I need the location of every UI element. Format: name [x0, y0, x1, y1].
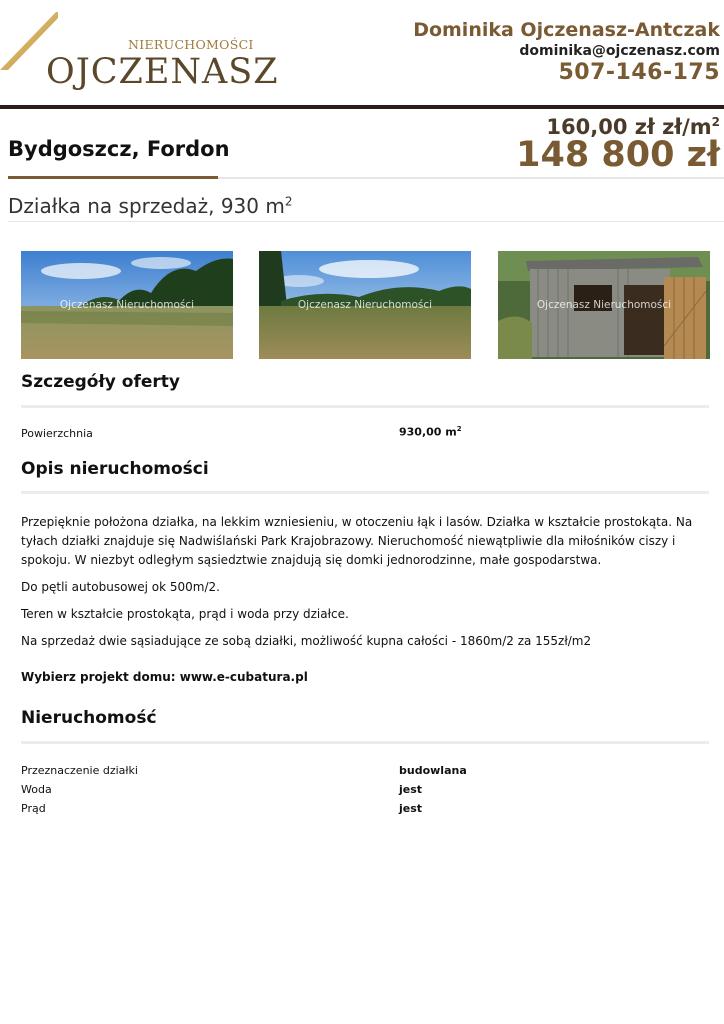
photo-watermark: Ojczenasz Nieruchomości: [297, 299, 433, 311]
property-divider: [21, 741, 709, 744]
description-paragraph: Przepięknie położona działka, na lekkim wzniesieniu, w otoczeniu łąk i lasów. Działka w kształcie prostokąta. Na tyłach działki znajduje się Nadwiślański Park Krajobrazowy. Nieruchomość niewątpliwie dla miłośników ciszy i spokoju. W niezbyt odległym sąsiedztwie znajdują się domki jednorodzinne, małe gospodarstwa.: [21, 515, 693, 567]
description-paragraph: Teren w kształcie prostokąta, prąd i woda przy działce.: [21, 607, 349, 621]
property-value-water: jest: [399, 783, 423, 796]
listing-photo-field[interactable]: [259, 251, 471, 359]
description-paragraph: Do pętli autobusowej ok 500m/2.: [21, 580, 220, 594]
detail-label-area: Powierzchnia: [21, 427, 93, 440]
agent-contact: [413, 18, 720, 86]
header-divider: [0, 105, 724, 109]
grey-underline: [218, 177, 724, 179]
listing-price: 148 800 zł: [516, 135, 720, 175]
listing-location: Bydgoszcz, Fordon: [8, 137, 230, 161]
property-label-plot-purpose: Przeznaczenie działki: [21, 764, 138, 777]
logo-subtitle: NIERUCHOMOŚCI: [128, 37, 254, 52]
description-body: [21, 513, 711, 659]
property-heading: Nieruchomość: [21, 708, 157, 728]
listing-photo-shed[interactable]: [498, 251, 710, 359]
house-design-link[interactable]: Wybierz projekt domu: www.e-cubatura.pl: [21, 670, 308, 684]
title-divider: [8, 221, 724, 222]
property-value-electricity: jest: [399, 802, 423, 815]
agent-phone[interactable]: 507-146-175: [558, 60, 720, 85]
listing-title: Działka na sprzedaż, 930 $m^2$: [8, 194, 293, 218]
property-value-plot-purpose: budowlana: [399, 764, 467, 777]
logo-title: OJCZENASZ: [46, 52, 279, 92]
property-label-electricity: Prąd: [21, 802, 46, 815]
photo-watermark: Ojczenasz Nieruchomości: [536, 299, 672, 311]
agency-logo: [0, 10, 279, 95]
description-heading: Opis nieruchomości: [21, 459, 209, 479]
listing-photo-meadow[interactable]: [21, 251, 233, 359]
photo-watermark: Ojczenasz Nieruchomości: [59, 299, 195, 311]
agent-name: Dominika Ojczenasz-Antczak: [413, 19, 720, 41]
description-divider: [21, 491, 709, 494]
detail-value-area: 930,00 $m^2$: [399, 425, 462, 439]
description-paragraph: Na sprzedaż dwie sąsiadujące ze sobą działki, możliwość kupna całości - 1860m/2 za 155zł/m2: [21, 634, 592, 648]
accent-underline: [8, 176, 218, 179]
details-divider: [21, 405, 709, 408]
property-label-water: Woda: [21, 783, 52, 796]
price-per-m2: 160,00 zł $zł/m^2$: [546, 115, 720, 139]
details-heading: Szczegóły oferty: [21, 372, 180, 392]
agent-email[interactable]: dominika@ojczenasz.com: [519, 43, 720, 59]
